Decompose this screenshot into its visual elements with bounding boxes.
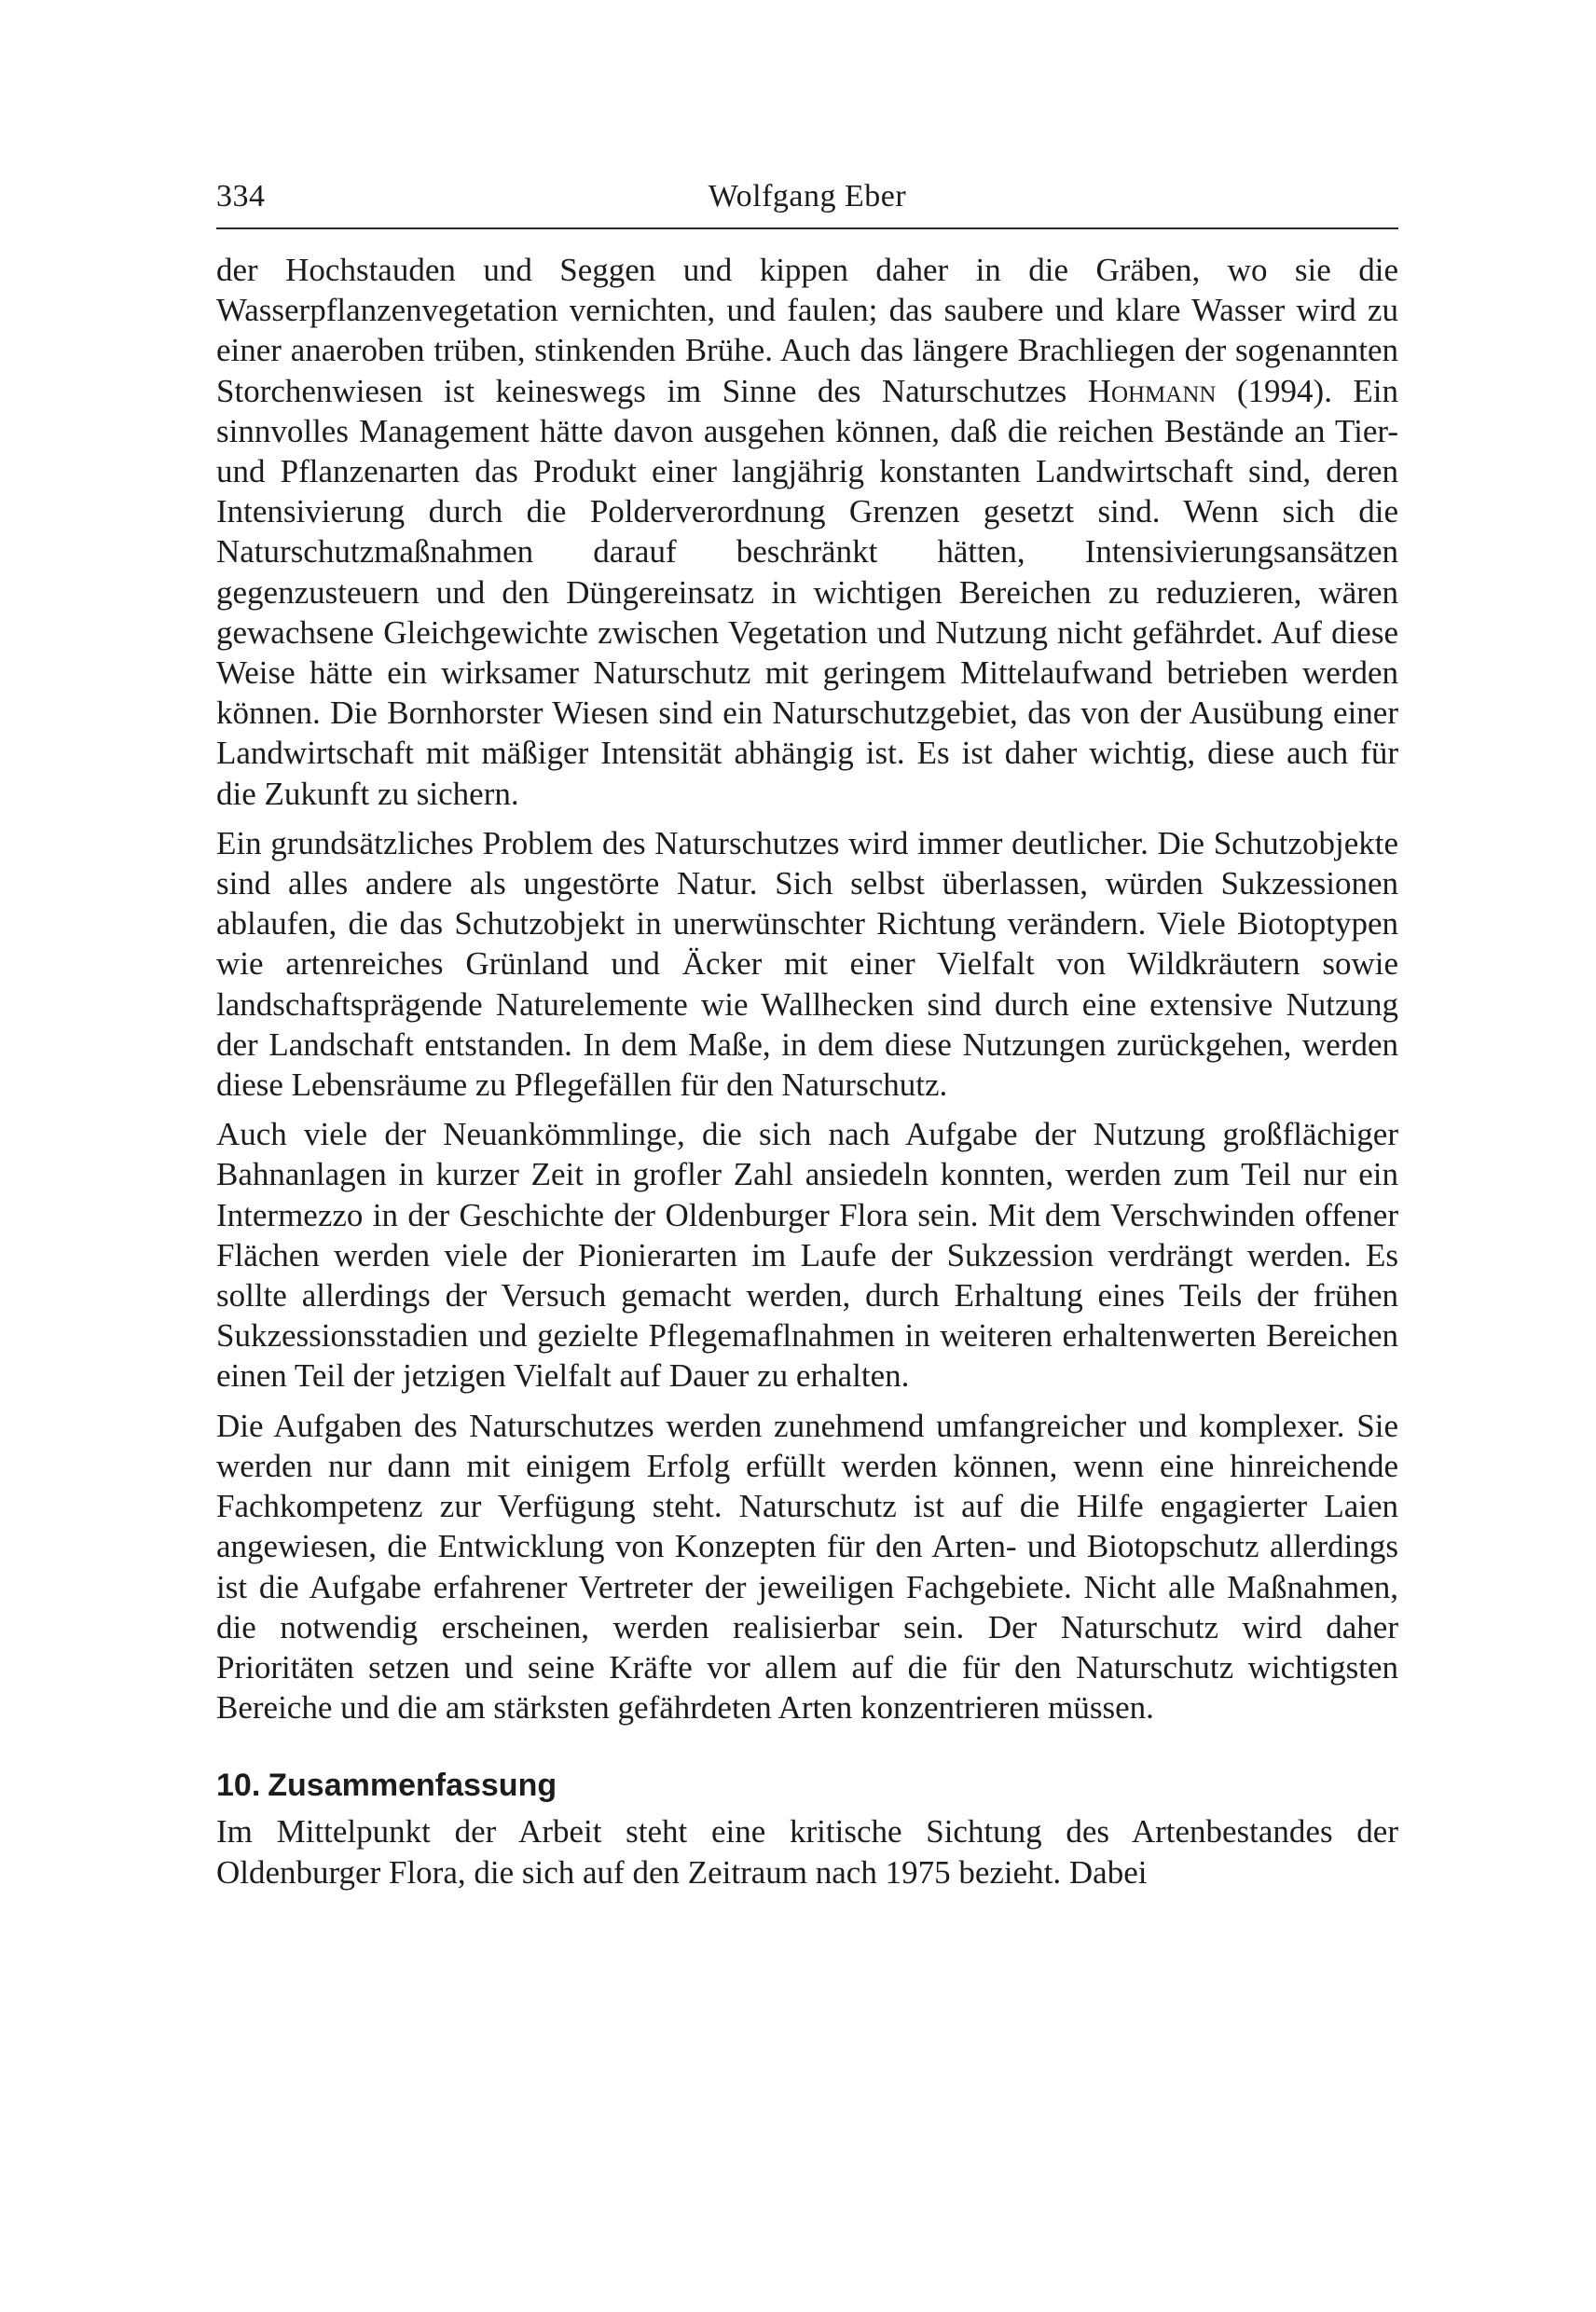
page-header (216, 173, 1398, 229)
body-text (216, 250, 1398, 1902)
running-head: Wolfgang Eber (708, 179, 907, 213)
paragraph-4: Die Aufgaben des Naturschutzes werden zunehmend umfangreicher und komplexer. Sie werden nur dann mit einigem Erfolg erfüllt werden können, wenn eine hinreichende Fachkompetenz zur Verfügung steht. Naturschutz ist auf die Hilfe engagierter Laien angewiesen, die Entwicklung von Konzepten für den Arten- und Biotopschutz allerdings ist die Aufgabe erfahrener Vertreter der jeweiligen Fachgebiete. Nicht alle Maßnahmen, die notwendig erscheinen, werden realisierbar sein. Der Naturschutz wird daher Prioritäten setzen und seine Kräfte vor allem auf die für den Naturschutz wichtigsten Bereiche und die am stärksten gefährdeten Arten konzentrieren müssen. (216, 1407, 1398, 1727)
section-paragraph: Im Mittelpunkt der Arbeit steht eine kritische Sichtung des Artenbestandes der Oldenburger Flora, die sich auf den Zeitraum nach 1975 bezieht. Dabei (216, 1813, 1398, 1891)
section-number: 10. (216, 1768, 261, 1804)
paragraph-3: Auch viele der Neuankömmlinge, die sich nach Aufgabe der Nutzung großflächiger Bahnanlagen in kurzer Zeit in grofler Zahl ansiedeln konnten, werden zum Teil nur ein Intermezzo in der Geschichte der Oldenburger Flora sein. Mit dem Verschwinden offener Flächen werden viele der Pionierarten im Laufe der Sukzession verdrängt werden. Es sollte allerdings der Versuch gemacht werden, durch Erhaltung eines Teils der frühen Sukzessionsstadien und gezielte Pflegemaflnahmen in weiteren erhaltenwerten Bereichen einen Teil der jetzigen Vielfalt auf Dauer zu erhalten. (216, 1116, 1398, 1395)
paragraph-2: Ein grundsätzliches Problem des Naturschutzes wird immer deutlicher. Die Schutzobjekte sind alles andere als ungestörte Natur. Sich selbst überlassen, würden Sukzessionen ablaufen, die das Schutzobjekt in unerwünschter Richtung verändern. Viele Biotoptypen wie artenreiches Grünland und Äcker mit einer Vielfalt von Wildkräutern sowie landschaftsprägende Naturelemente wie Wallhecken sind durch eine extensive Nutzung der Landschaft entstanden. In dem Maße, in dem diese Nutzungen zurückgehen, werden diese Lebensräume zu Pflegefällen für den Naturschutz. (216, 824, 1398, 1104)
paragraph-1-text-after: (1994). Ein sinnvolles Management hätte davon ausgehen können, daß die reichen Bestände an Tier- und Pflanzenarten das Produkt einer langjährig konstanten Landwirtschaft sind, deren Intensivierung durch die Polderverordnung Grenzen gesetzt sind. Wenn sich die Naturschutzmaßnahmen darauf beschränkt hätten, Intensivierungsansätzen gegenzusteuern und den Düngereinsatz in wichtigen Bereichen zu reduzieren, wären gewachsene Gleichgewichte zwischen Vegetation und Nutzung nicht gefährdet. Auf diese Weise hätte ein wirksamer Naturschutz mit geringem Mittelaufwand betrieben werden können. Die Bornhorster Wiesen sind ein Naturschutzgebiet, das von der Ausübung einer Landwirtschaft mit mäßiger Intensität abhängig ist. Es ist daher wichtig, diese auch für die Zukunft zu sichern. (216, 372, 1398, 812)
paragraph-1 (216, 250, 1398, 814)
paragraph-1-text-before: der Hochstauden und Seggen und kippen daher in die Gräben, wo sie die Wasserpflanzenvegetation vernichten, und faulen; das saubere und klare Wasser wird zu einer anaeroben trüben, stinkenden Brühe. Auch das längere Brachliegen der sogenannten Storchenwiesen ist keineswegs im Sinne des Naturschutzes (216, 252, 1398, 409)
section-heading (216, 1765, 1398, 1806)
page-number: 334 (216, 179, 266, 213)
author-citation: Hohmann (1087, 372, 1217, 409)
section-title: Zusammenfassung (268, 1768, 557, 1804)
